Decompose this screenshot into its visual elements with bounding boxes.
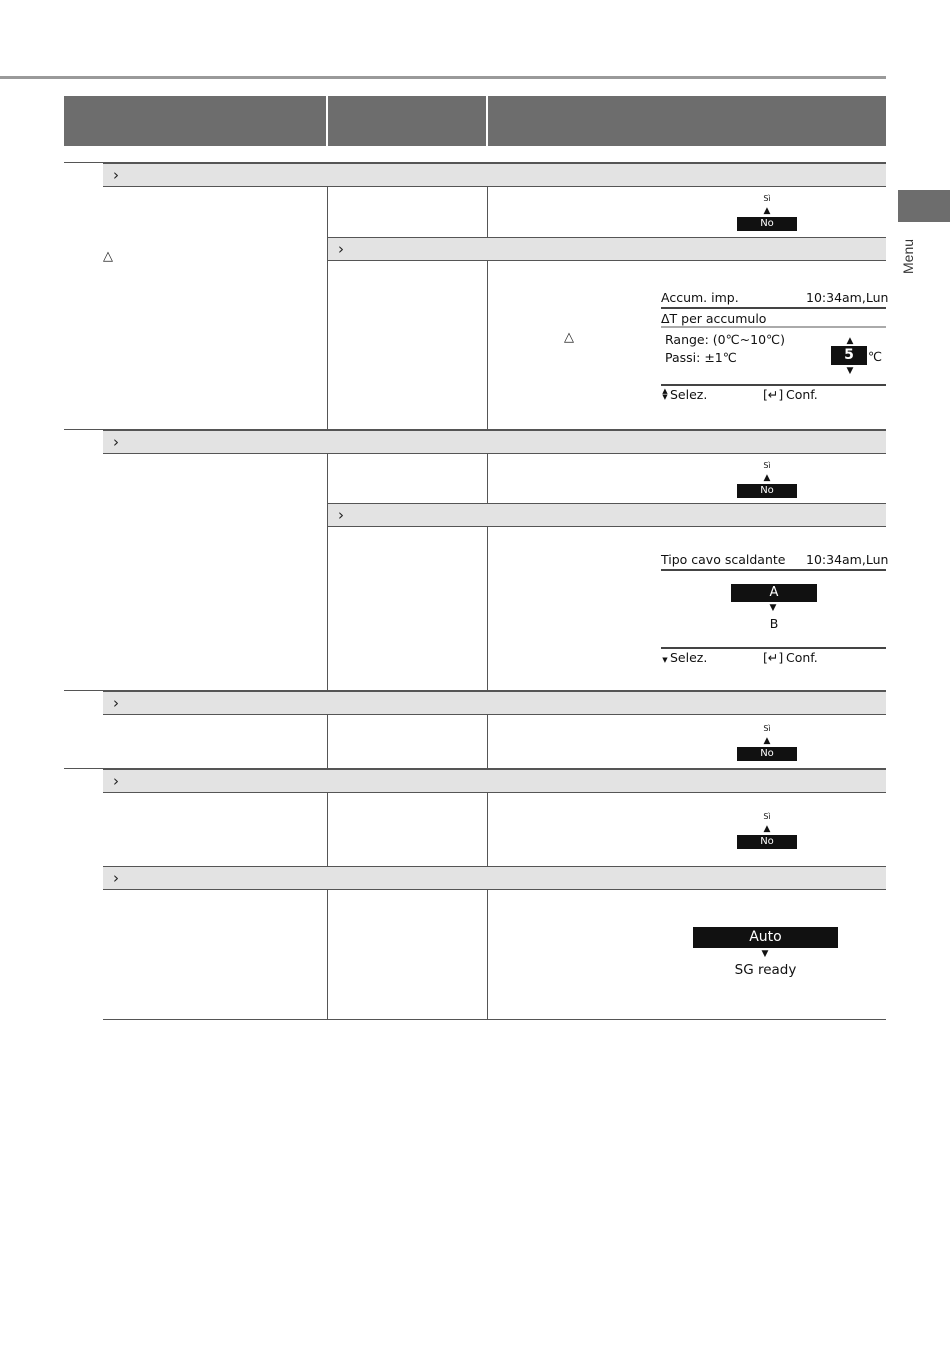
screen-time: 10:34am,Lun (806, 552, 889, 567)
screen-time: 10:34am,Lun (806, 290, 889, 305)
chevron-right-icon: › (113, 433, 119, 451)
up-arrow-icon: ▲ (763, 206, 771, 216)
down-arrow-icon: ▼ (769, 603, 777, 613)
column-divider (487, 793, 488, 866)
side-tab-marker (898, 190, 950, 222)
screen-rule (661, 384, 886, 386)
toggle-option-yes: Sì (763, 461, 771, 470)
confirm-label: Conf. (786, 387, 818, 402)
screen-title: Tipo cavo scaldante (661, 552, 786, 567)
up-arrow-icon: ▲ (763, 736, 771, 746)
column-divider (487, 187, 488, 429)
column-divider (327, 454, 328, 690)
chevron-right-icon: › (113, 694, 119, 712)
unit-label: ℃ (868, 349, 883, 364)
value-display: 5 (831, 346, 867, 365)
toggle-option-yes: Sì (763, 812, 771, 821)
chevron-right-icon: › (113, 166, 119, 184)
top-rule (0, 76, 886, 79)
chevron-right-icon: › (113, 772, 119, 790)
chevron-right-icon: › (338, 240, 344, 258)
table-header-col-3 (488, 96, 886, 146)
select-label: Selez. (670, 650, 708, 665)
option-other: SG ready (734, 962, 797, 978)
chevron-right-icon: › (338, 506, 344, 524)
range-text: Range: (0℃~10℃) (665, 332, 785, 347)
toggle-option-no: No (737, 484, 797, 498)
up-arrow-icon: ▲ (846, 336, 854, 346)
side-tab-label: Menu (900, 238, 916, 274)
screen-title: Accum. imp. (661, 290, 739, 305)
section-bar-3 (103, 691, 886, 715)
table-header-col-2 (328, 96, 486, 146)
enter-icon: [↵] (763, 387, 784, 402)
enter-icon: [↵] (763, 650, 784, 665)
section-bar-2 (103, 430, 886, 454)
table-header-col-1 (64, 96, 326, 146)
subsection-bar-2 (328, 503, 886, 527)
option-selected: Auto (693, 927, 838, 948)
warning-icon: △ (103, 249, 113, 264)
step-text: Passi: ±1℃ (665, 350, 737, 365)
subsection-bar-4 (103, 866, 886, 890)
screen-subtitle: ΔT per accumulo (661, 311, 767, 326)
screen-rule (661, 326, 886, 328)
select-label: Selez. (670, 387, 708, 402)
down-arrow-icon: ▼ (662, 656, 668, 664)
up-arrow-icon: ▲ (763, 824, 771, 834)
toggle-option-no: No (737, 835, 797, 849)
screen-rule (661, 569, 886, 571)
column-divider (327, 187, 328, 429)
column-divider (327, 890, 328, 1019)
column-divider (487, 890, 488, 1019)
down-arrow-icon: ▼ (761, 949, 769, 959)
screen-rule (661, 647, 886, 649)
up-down-arrow-icon: ▲ ▼ (662, 387, 668, 401)
toggle-option-no: No (737, 747, 797, 761)
section-bar-4 (103, 769, 886, 793)
subsection-bar-1 (328, 237, 886, 261)
column-divider (487, 715, 488, 768)
section-bar-1 (103, 163, 886, 187)
column-divider (487, 454, 488, 690)
option-selected: A (731, 584, 817, 602)
toggle-option-yes: Sì (763, 724, 771, 733)
column-divider (327, 715, 328, 768)
side-tab (896, 230, 926, 280)
toggle-option-no: No (737, 217, 797, 231)
toggle-option-yes: Sì (763, 194, 771, 203)
down-arrow-icon: ▼ (846, 366, 854, 376)
column-divider (327, 793, 328, 866)
option-other: B (769, 616, 779, 631)
chevron-right-icon: › (113, 869, 119, 887)
screen-rule (661, 307, 886, 309)
table-bottom-rule (103, 1019, 886, 1020)
up-arrow-icon: ▲ (763, 473, 771, 483)
confirm-label: Conf. (786, 650, 818, 665)
warning-icon: △ (564, 330, 574, 345)
